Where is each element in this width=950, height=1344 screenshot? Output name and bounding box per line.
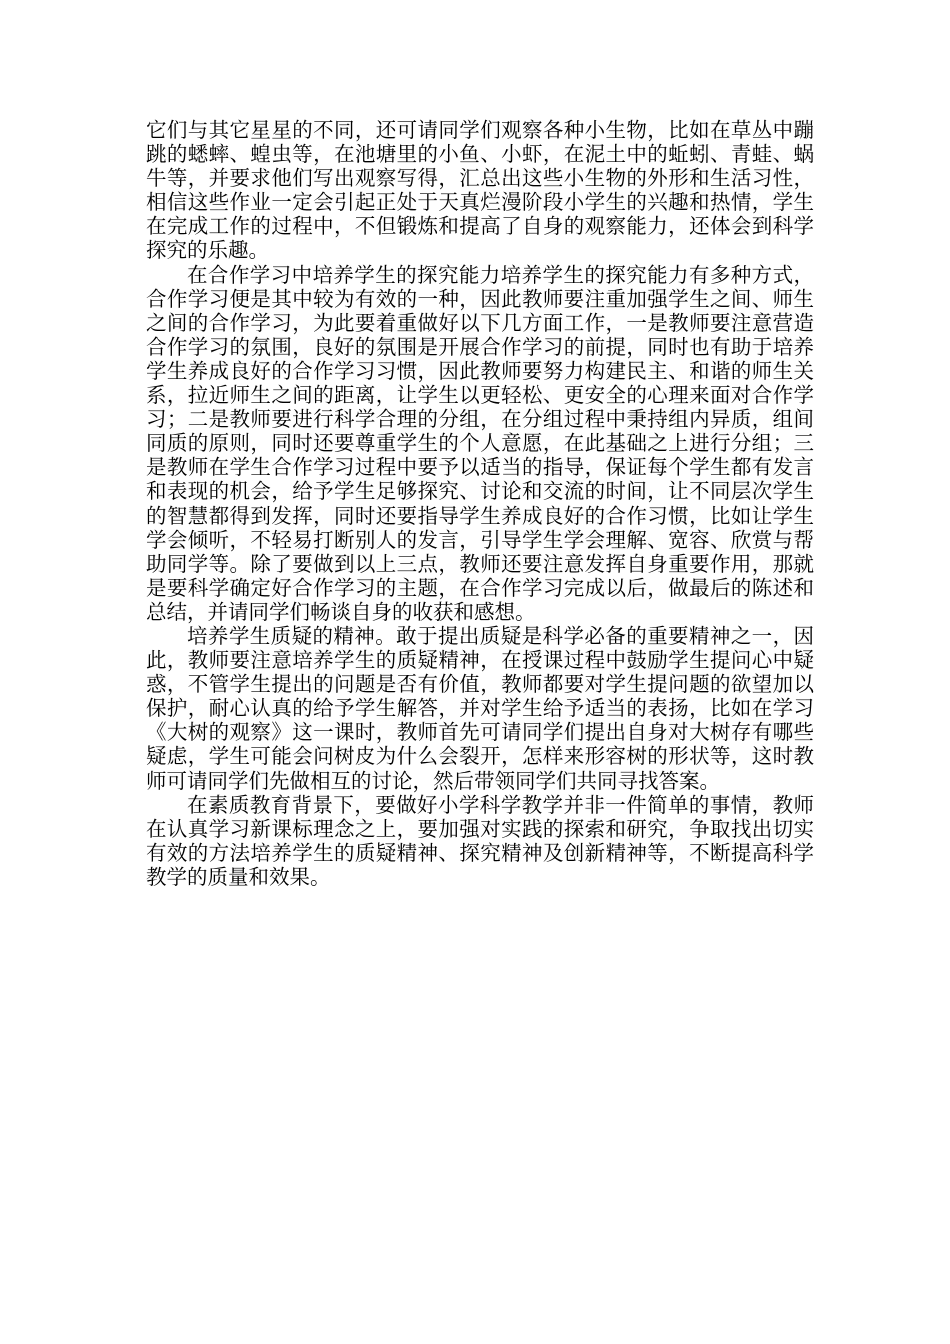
paragraph-cooperative-learning: 在合作学习中培养学生的探究能力培养学生的探究能力有多种方式，合作学习便是其中较为有效的一种，因此教师要注重加强学生之间、师生之间的合作学习，为此要着重做好以下几方面工作，一是教师要注意营造合作学习的氛围，良好的氛围是开展合作学习的前提，同时也有助于培养学生养成良好的合作学习习惯，因此教师要努力构建民主、和谐的师生关系，拉近师生之间的距离，让学生以更轻松、更安全的心理来面对合作学习；二是教师要进行科学合理的分组，在分组过程中秉持组内异质，组间同质的原则，同时还要尊重学生的个人意愿，在此基础之上进行分组；三是教师在学生合作学习过程中要予以适当的指导，保证每个学生都有发言和表现的机会，给予学生足够探究、讨论和交流的时间，让不同层次学生的智慧都得到发挥，同时还要指导学生养成良好的合作习惯，比如让学生学会倾听，不轻易打断别人的发言，引导学生学会理解、宽容、欣赏与帮助同学等。除了要做到以上三点，教师还要注意发挥自身重要作用，那就是要科学确定好合作学习的主题，在合作学习完成以后，做最后的陈述和总结，并请同学们畅谈自身的收获和感想。 <box>146 262 814 624</box>
paragraph-continuation: 它们与其它星星的不同，还可请同学们观察各种小生物，比如在草丛中蹦跳的蟋蟀、蝗虫等，在池塘里的小鱼、小虾，在泥土中的蚯蚓、青蛙、蜗牛等，并要求他们写出观察写得，汇总出这些小生物的外形和生活习性，相信这些作业一定会引起正处于天真烂漫阶段小学生的兴趣和热情，学生在完成工作的过程中，不但锻炼和提高了自身的观察能力，还体会到科学探究的乐趣。 <box>146 118 814 263</box>
paragraph-conclusion: 在素质教育背景下，要做好小学科学教学并非一件简单的事情，教师在认真学习新课标理念之上，要加强对实践的探索和研究，争取找出切实有效的方法培养学生的质疑精神、探究精神及创新精神等，不断提高科学教学的质量和效果。 <box>146 792 814 889</box>
body-text <box>146 118 814 889</box>
paragraph-questioning-spirit: 培养学生质疑的精神。敢于提出质疑是科学必备的重要精神之一，因此，教师要注意培养学生的质疑精神，在授课过程中鼓励学生提问心中疑惑，不管学生提出的问题是否有价值，教师都要对学生提问题的欲望加以保护，耐心认真的给予学生解答，并对学生给予适当的表扬，比如在学习《大树的观察》这一课时，教师首先可请同学们提出自身对大树存有哪些疑虑，学生可能会问树皮为什么会裂开，怎样来形容树的形状等，这时教师可请同学们先做相互的讨论，然后带领同学们共同寻找答案。 <box>146 623 814 793</box>
